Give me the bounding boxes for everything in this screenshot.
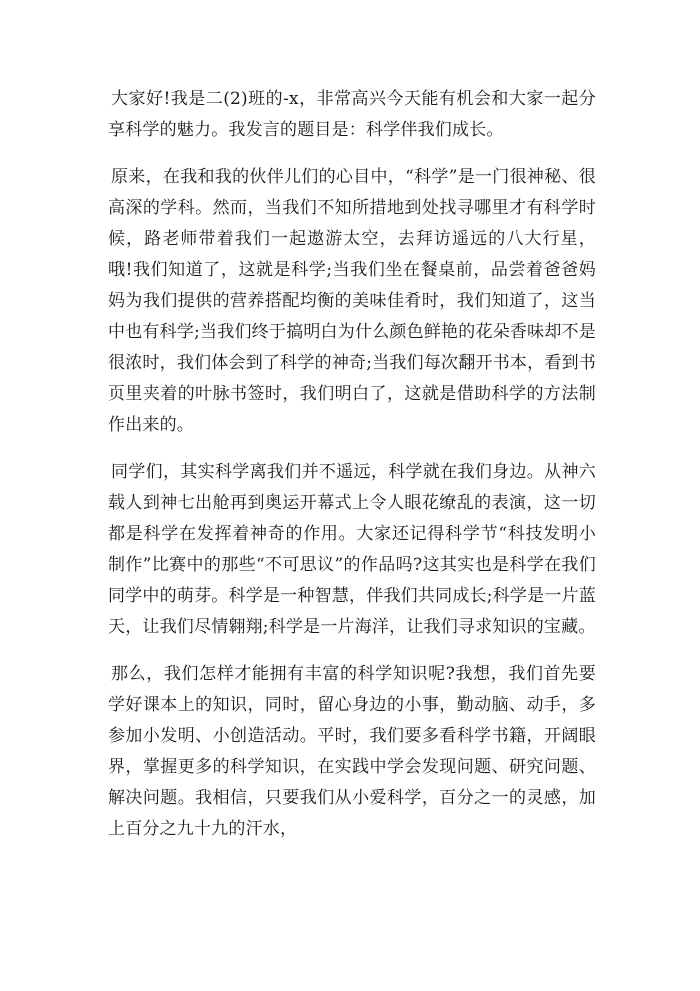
paragraph-science-around-us: 同学们，其实科学离我们并不遥远，科学就在我们身边。从神六载人到神七出舱再到奥运开幕式上令人眼花缭乱的表演，这一切都是科学在发挥着神奇的作用。大家还记得科学节“科技发明小制作”比赛中的那些“不可思议”的作品吗?这其实也是科学在我们同学中的萌芽。科学是一种智慧，伴我们共同成长;科学是一片蓝天，让我们尽情翱翔;科学是一片海洋，让我们寻求知识的宝藏。	[108, 462, 596, 637]
paragraph-science-discovery: 原来，在我和我的伙伴儿们的心目中，“科学”是一门很神秘、很高深的学科。然而，当我们不知所措地到处找寻哪里才有科学时候，路老师带着我们一起遨游太空，去拜访遥远的八大行星，哦!我们知道了，这就是科学;当我们坐在餐桌前，品尝着爸爸妈妈为我们提供的营养搭配均衡的美味佳肴时，我们知道了，这当中也有科学;当我们终于搞明白为什么颜色鲜艳的花朵香味却不是很浓时，我们体会到了科学的神奇;当我们每次翻开书本，看到书页里夹着的叶脉书签时，我们明白了，这就是借助科学的方法制作出来的。	[108, 167, 596, 435]
paragraph-greeting: 大家好!我是二(2)班的-x，非常高兴今天能有机会和大家一起分享科学的魅力。我发言的题目是：科学伴我们成长。	[108, 89, 596, 140]
paragraph-how-to-learn: 那么，我们怎样才能拥有丰富的科学知识呢?我想，我们首先要学好课本上的知识，同时，留心身边的小事，勤动脑、动手，多参加小发明、小创造活动。平时，我们要多看科学书籍，开阔眼界，掌握更多的科学知识，在实践中学会发现问题、研究问题、解决问题。我相信，只要我们从小爱科学，百分之一的灵感，加上百分之九十九的汗水，	[108, 664, 596, 839]
document-body	[108, 84, 596, 857]
